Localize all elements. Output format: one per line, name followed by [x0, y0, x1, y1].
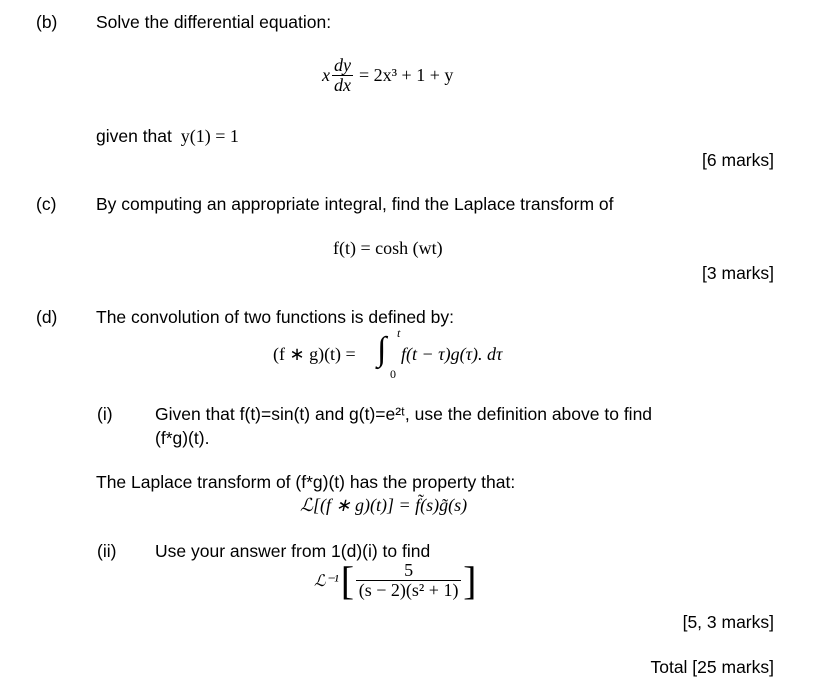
part-d-instruction: The convolution of two functions is defined by: [96, 307, 454, 327]
derivative-fraction [332, 56, 353, 96]
part-b-marks: [6 marks] [702, 150, 774, 170]
left-bracket: [ [340, 558, 355, 603]
integral-upper-limit: t [397, 326, 401, 340]
part-b-equation [322, 56, 453, 96]
part-c-label: (c) [36, 194, 57, 214]
part-d-marks: [5, 3 marks] [682, 612, 774, 632]
part-d-i-label: (i) [97, 404, 113, 424]
inverse-numerator: 5 [356, 561, 461, 581]
derivative-numerator: dy [334, 55, 351, 75]
given-text: given that [96, 126, 172, 146]
right-bracket: ] [463, 558, 477, 603]
part-c-marks: [3 marks] [702, 263, 774, 283]
laplace-intro: The Laplace transform of (f*g)(t) has the property that: [96, 472, 516, 492]
inverse-laplace-operator: ℒ⁻¹ [314, 573, 339, 590]
part-c-instruction: By computing an appropriate integral, find the Laplace transform of [96, 194, 614, 214]
part-d-ii-label: (ii) [97, 541, 117, 561]
part-b-given [96, 126, 239, 147]
integral-sign: ∫ [377, 331, 387, 368]
inverse-fraction [356, 561, 461, 601]
conv-lhs: (f ∗ g)(t) = [273, 344, 356, 364]
inverse-laplace-expression [314, 558, 477, 603]
eq-rhs: = 2x³ + 1 + y [359, 65, 454, 86]
part-d-ii-text: Use your answer from 1(d)(i) to find [155, 541, 431, 561]
part-c-equation: f(t) = cosh (wt) [333, 238, 443, 258]
part-b-label: (b) [36, 12, 58, 32]
derivative-denominator: dx [334, 74, 351, 95]
inverse-denominator: (s − 2)(s² + 1) [358, 580, 459, 601]
integral-lower-limit: 0 [390, 367, 396, 381]
total-marks: Total [25 marks] [650, 657, 774, 677]
laplace-property: ℒ[(f ∗ g)(t)] = f̃(s)g̃(s) [300, 495, 468, 515]
eq-x: x [322, 65, 330, 86]
part-b-instruction: Solve the differential equation: [96, 12, 332, 32]
part-d-i-line1: Given that f(t)=sin(t) and g(t)=e²ᵗ, use the definition above to find [155, 404, 653, 424]
given-condition: y(1) = 1 [180, 126, 239, 146]
part-d-i-line2: (f*g)(t). [155, 428, 210, 448]
conv-rhs: f(t − τ)g(τ). dτ [401, 344, 503, 364]
part-d-label: (d) [36, 307, 58, 327]
